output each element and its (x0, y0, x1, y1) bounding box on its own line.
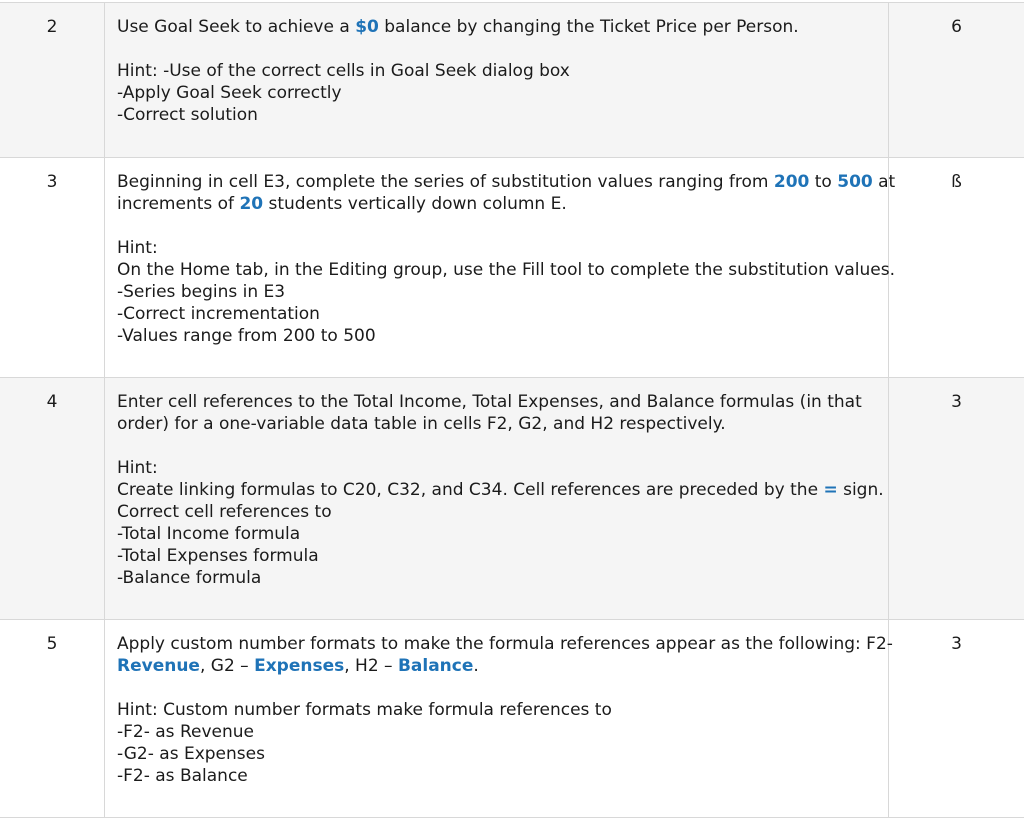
task-statement (117, 193, 876, 215)
points-value: ß (951, 172, 962, 192)
text-segment: , G2 – (199, 656, 255, 676)
highlighted-value: 20 (239, 194, 264, 214)
hint-line: -Balance formula (117, 568, 262, 588)
task-statement: Apply custom number formats to make the formula references appear as the following: F2- (117, 634, 893, 654)
highlighted-value: Balance (397, 656, 474, 676)
table-row (0, 619, 1024, 818)
step-number: 5 (46, 634, 58, 654)
task-description-cell (105, 620, 893, 817)
hint-line: -Total Expenses formula (117, 546, 319, 566)
task-description-cell (105, 378, 889, 619)
hint-line: Hint: Custom number formats make formula references to (117, 700, 612, 720)
task-statement (117, 655, 876, 677)
text-segment: students vertically down column E. (263, 194, 567, 214)
text-segment: at (872, 172, 896, 192)
hint-line: Correct cell references to (117, 502, 332, 522)
hint-line: -Series begins in E3 (117, 282, 286, 302)
hint-line: -G2- as Expenses (117, 744, 265, 764)
highlighted-value: $0 (355, 17, 379, 37)
step-number: 2 (46, 17, 58, 37)
highlighted-value: Revenue (117, 656, 200, 676)
step-number: 4 (46, 392, 58, 412)
points-cell (889, 378, 1024, 619)
step-number-cell (0, 3, 105, 158)
highlighted-value: 500 (837, 172, 873, 192)
hint-line: -Total Income formula (117, 524, 301, 544)
points-value: 6 (951, 17, 962, 37)
points-cell (889, 3, 1024, 158)
text-segment: balance by changing the Ticket Price per Person. (378, 17, 799, 37)
table-row (0, 2, 1024, 158)
points-cell (889, 158, 1024, 378)
hint-line: -Values range from 200 to 500 (117, 326, 376, 346)
points-cell (889, 620, 1024, 817)
step-number-cell (0, 378, 105, 619)
table-row (0, 377, 1024, 619)
hint-line: Hint: (117, 458, 158, 478)
points-value: 3 (951, 392, 962, 412)
hint-line: Hint: (117, 238, 158, 258)
hint-line: -Apply Goal Seek correctly (117, 83, 342, 103)
text-segment: Use Goal Seek to achieve a (117, 17, 356, 37)
text-segment: increments of (117, 194, 240, 214)
task-description-cell (105, 158, 896, 378)
hint-line: -Correct solution (117, 105, 258, 125)
text-segment: Create linking formulas to C20, C32, and C34. Cell references are preceded by the (117, 480, 824, 500)
hint-line (117, 479, 884, 501)
hint-line: On the Home tab, in the Editing group, use the Fill tool to complete the substitution values. (117, 260, 896, 280)
task-statement (117, 16, 876, 38)
highlighted-value: = (823, 480, 838, 500)
step-number: 3 (46, 172, 58, 192)
highlighted-value: Expenses (254, 656, 345, 676)
points-value: 3 (951, 634, 962, 654)
text-segment: Beginning in cell E3, complete the series of substitution values ranging from (117, 172, 774, 192)
task-description-cell (105, 3, 889, 158)
hint-line: -F2- as Balance (117, 766, 248, 786)
step-number-cell (0, 158, 105, 378)
task-statement (117, 171, 896, 193)
text-segment: sign. (837, 480, 884, 500)
task-statement: Enter cell references to the Total Income, Total Expenses, and Balance formulas (in that (117, 392, 862, 412)
hint-line: -Correct incrementation (117, 304, 320, 324)
text-segment: to (809, 172, 838, 192)
text-segment: . (473, 656, 479, 676)
step-number-cell (0, 620, 105, 817)
table-row (0, 157, 1024, 378)
hint-line: -F2- as Revenue (117, 722, 254, 742)
hint-line: Hint: -Use of the correct cells in Goal Seek dialog box (117, 61, 570, 81)
text-segment: , H2 – (344, 656, 398, 676)
task-statement: order) for a one-variable data table in cells F2, G2, and H2 respectively. (117, 414, 726, 434)
highlighted-value: 200 (773, 172, 810, 192)
